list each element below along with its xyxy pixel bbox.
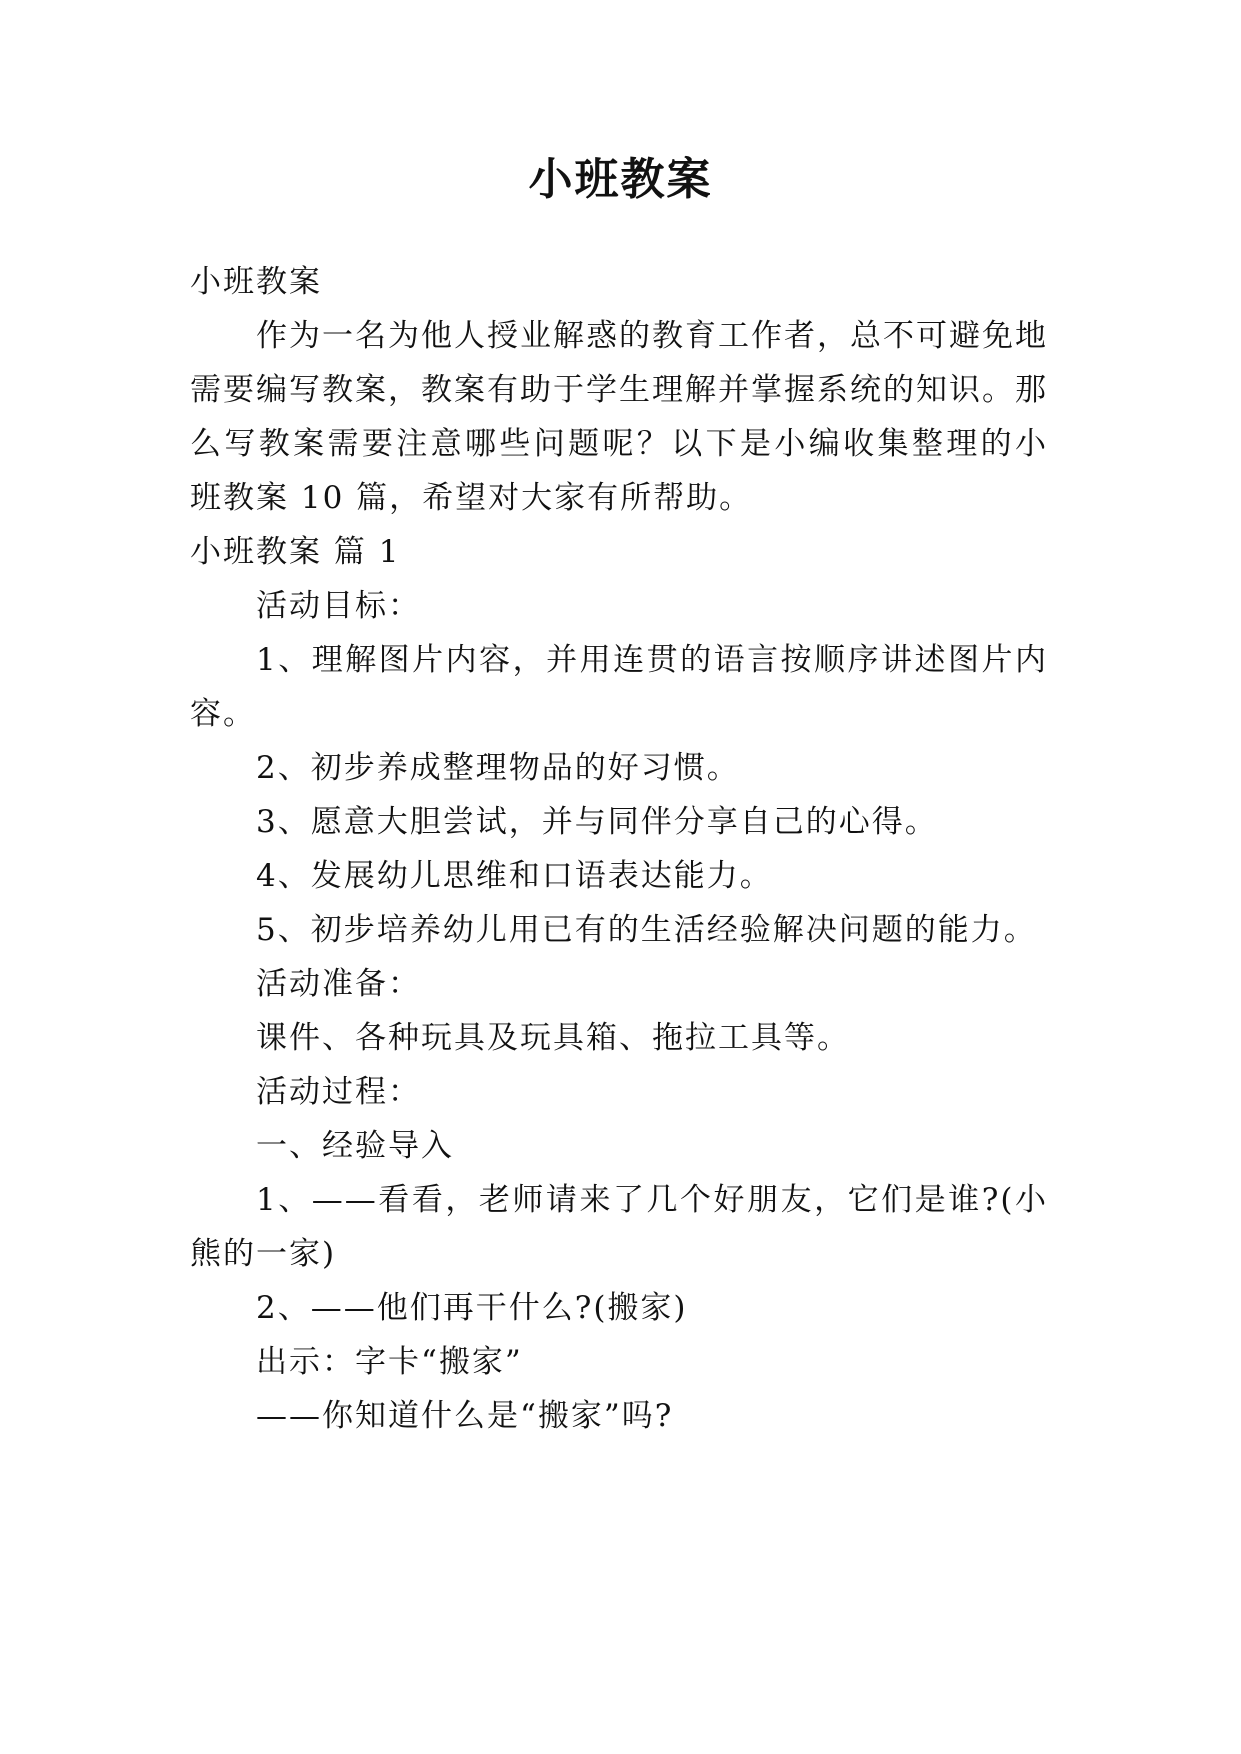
process-line-1: 1、——看看，老师请来了几个好朋友，它们是谁?(小: [256, 1182, 1048, 1218]
document-title: 小班教案: [528, 154, 713, 205]
goal-item-4: 4、发展幼儿思维和口语表达能力。: [256, 858, 773, 894]
preparation-heading: 活动准备：: [256, 966, 421, 1002]
intro-line-4: 班教案 10 篇，希望对大家有所帮助。: [190, 480, 753, 516]
goal-item-1: 1、理解图片内容，并用连贯的语言按顺序讲述图片内: [256, 642, 1048, 678]
process-heading: 活动过程：: [256, 1074, 421, 1110]
preparation-text: 课件、各种玩具及玩具箱、拖拉工具等。: [256, 1020, 850, 1056]
goal-item-1-cont: 容。: [190, 696, 256, 732]
process-line-4: ——你知道什么是“搬家”吗?: [256, 1398, 674, 1434]
goals-heading: 活动目标：: [256, 588, 421, 624]
intro-line-1: 作为一名为他人授业解惑的教育工作者，总不可避免地: [256, 318, 1048, 354]
process-line-2: 2、——他们再干什么?(搬家): [256, 1290, 688, 1326]
intro-line-3: 么写教案需要注意哪些问题呢？以下是小编收集整理的小: [190, 426, 1048, 462]
process-line-3: 出示：字卡“搬家”: [256, 1344, 523, 1380]
process-line-1-cont: 熊的一家): [190, 1236, 337, 1272]
goal-item-5: 5、初步培养幼儿用已有的生活经验解决问题的能力。: [256, 912, 1037, 948]
section-heading: 小班教案 篇 1: [190, 534, 401, 570]
doc-heading: 小班教案: [190, 264, 322, 300]
goal-item-3: 3、愿意大胆尝试，并与同伴分享自己的心得。: [256, 804, 938, 840]
intro-line-2: 需要编写教案，教案有助于学生理解并掌握系统的知识。那: [190, 372, 1048, 408]
process-step-heading: 一、经验导入: [256, 1128, 454, 1164]
goal-item-2: 2、初步养成整理物品的好习惯。: [256, 750, 740, 786]
